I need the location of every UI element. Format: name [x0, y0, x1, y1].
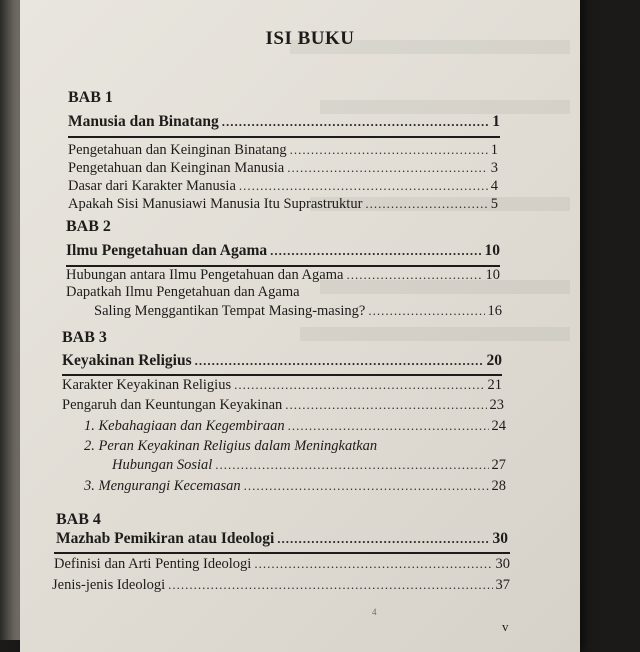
- entry-title-continuation: Saling Menggantikan Tempat Masing-masing?: [94, 303, 366, 319]
- entry-title: Dasar dari Karakter Manusia: [68, 178, 236, 194]
- toc-entry: [52, 577, 510, 594]
- toc-subentry: [112, 457, 506, 474]
- entry-title: 3. Mengurangi Kecemasan: [84, 478, 241, 494]
- leader-dots: [365, 196, 487, 212]
- page-number: 37: [495, 577, 510, 593]
- leader-dots: [168, 577, 492, 593]
- chapter-title: Mazhab Pemikiran atau Ideologi: [56, 530, 275, 547]
- chapter-title: Keyakinan Religius: [62, 352, 192, 369]
- leader-dots: [288, 418, 489, 434]
- chapter-label: BAB 1: [68, 89, 113, 106]
- toc-entry: [68, 142, 498, 159]
- page-number: 28: [491, 478, 506, 494]
- leader-dots: [285, 397, 486, 413]
- page-number: 16: [487, 303, 502, 319]
- page-number: 3: [490, 160, 498, 176]
- toc-subentry: [84, 478, 506, 495]
- page-number: 30: [492, 530, 508, 547]
- toc-entry: [68, 178, 498, 195]
- leader-dots: [234, 377, 484, 393]
- leader-dots: [239, 178, 488, 194]
- toc-entry: [68, 196, 498, 213]
- entry-title: 2. Peran Keyakinan Religius dalam Meningkatkan: [84, 438, 378, 454]
- show-through-text: [320, 100, 570, 114]
- page-numeral: v: [502, 619, 509, 634]
- toc-entry: [68, 160, 498, 177]
- entry-title: Definisi dan Arti Penting Ideologi: [54, 556, 252, 572]
- entry-title-continuation: Hubungan Sosial: [112, 457, 213, 473]
- toc-entry: [62, 397, 504, 414]
- page-number: 1: [492, 113, 500, 130]
- title-rule: [68, 136, 500, 138]
- toc-entry: [66, 267, 500, 284]
- page-number: 1: [490, 142, 498, 158]
- page-number: 30: [495, 556, 510, 572]
- leader-dots: [222, 114, 490, 130]
- chapter-title: Ilmu Pengetahuan dan Agama: [66, 242, 268, 259]
- chapter-title-row: [62, 352, 502, 370]
- chapter-title-row: [68, 113, 500, 131]
- toc-entry: [62, 377, 502, 394]
- chapter-label: BAB 2: [66, 218, 111, 235]
- page-number: 24: [491, 418, 506, 434]
- entry-title: Pengetahuan dan Keinginan Binatang: [68, 142, 287, 158]
- chapter-title-row: [66, 242, 500, 260]
- chapter-label: BAB 4: [56, 511, 101, 528]
- page-number: 21: [487, 377, 502, 393]
- leader-dots: [254, 556, 492, 572]
- page-number: 10: [485, 267, 500, 283]
- entry-title: Pengaruh dan Keuntungan Keyakinan: [62, 397, 283, 413]
- title-rule: [54, 552, 510, 554]
- leader-dots: [290, 142, 488, 158]
- entry-title: Pengetahuan dan Keinginan Manusia: [68, 160, 285, 176]
- entry-title: 1. Kebahagiaan dan Kegembiraan: [84, 418, 285, 434]
- page-title: ISI BUKU: [265, 28, 355, 49]
- toc-subentry: [84, 418, 506, 435]
- entry-title: Jenis-jenis Ideologi: [52, 577, 166, 593]
- entry-title: Karakter Keyakinan Religius: [62, 377, 232, 393]
- leader-dots: [244, 478, 489, 494]
- page-number: 4: [490, 178, 498, 194]
- leader-dots: [215, 457, 488, 473]
- leader-dots: [270, 243, 481, 259]
- leader-dots: [195, 353, 484, 369]
- page-number: 5: [490, 196, 498, 212]
- chapter-title: Manusia dan Binatang: [68, 113, 219, 130]
- leader-dots: [368, 303, 484, 319]
- page-number: 23: [489, 397, 504, 413]
- entry-title: Hubungan antara Ilmu Pengetahuan dan Agama: [66, 267, 344, 283]
- page-number: 27: [491, 457, 506, 473]
- toc-entry: [94, 303, 502, 320]
- show-through-text: [300, 327, 570, 341]
- entry-title: Dapatkah Ilmu Pengetahuan dan Agama: [66, 284, 300, 300]
- leader-dots: [277, 531, 489, 547]
- leader-dots: [346, 267, 482, 283]
- chapter-label: BAB 3: [62, 329, 107, 346]
- chapter-title-row: [56, 530, 508, 548]
- footer-mark: 4: [372, 607, 377, 617]
- title-rule: [62, 374, 502, 376]
- leader-dots: [287, 160, 488, 176]
- entry-title: Apakah Sisi Manusiawi Manusia Itu Suprastruktur: [68, 196, 363, 212]
- page-number: 10: [484, 242, 500, 259]
- toc-entry: [54, 556, 510, 573]
- page-number: 20: [486, 352, 502, 369]
